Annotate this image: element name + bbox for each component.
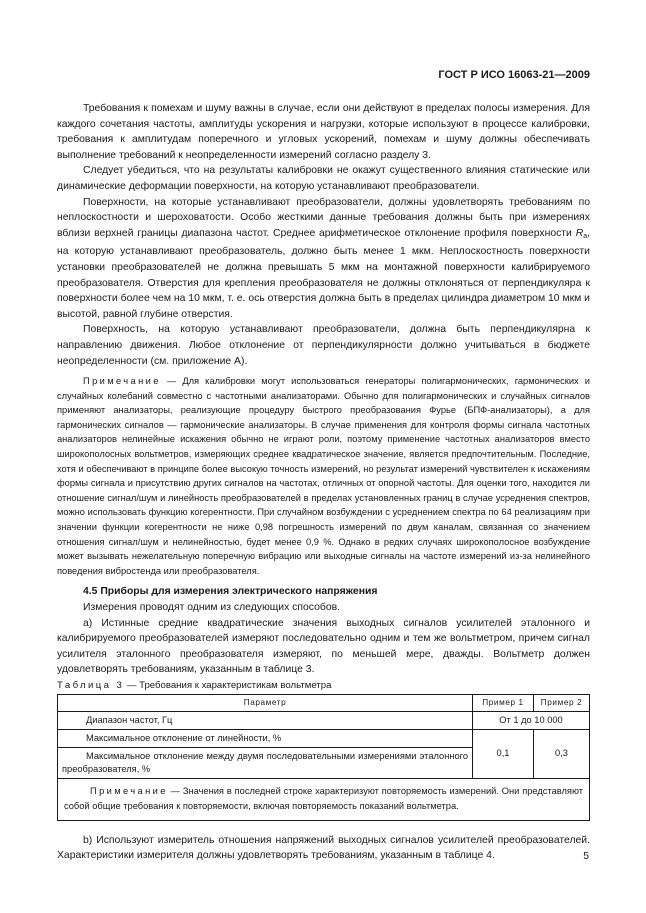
- param-linearity-deviation: Максимальное отклонение от линейности, %: [58, 729, 473, 747]
- param-repeatability-deviation: Максимальное отклонение между двумя последовательными измерениями эталонного преобразователя, %: [58, 747, 473, 778]
- table-caption-text: — Требования к характеристикам вольтметра: [124, 679, 332, 691]
- table-caption-label: Таблица 3: [57, 679, 125, 691]
- value-example-2: 0,3: [534, 729, 590, 778]
- paragraph-method-a: a) Истинные средние квадратические значения выходных сигналов усилителей эталонного и калибрируемого преобразователей измеряют последовательно одним и тем же вольтметром, причем сигнал усилителя эталонного преобразователя измеряют, по меньшей мере, дважды. Вольтметр должен удовлетворять требованиям, указанным в таблице 3.: [57, 617, 590, 676]
- table-note-label: Примечание: [90, 785, 168, 796]
- note-label: Примечание: [83, 376, 161, 387]
- header-parameter: Параметр: [58, 694, 473, 711]
- section-title: 4.5 Приборы для измерения электрического напряжения: [83, 586, 378, 598]
- header-example-2: Пример 2: [534, 694, 590, 711]
- paragraph-surface-text-b: , на которую устанавливают преобразователь, должно быть менее 1 мкм. Неплоскостность поверхности установки преобразователей не должна превышать 5 мкм на монтажной поверхности калибрируемого преобразователя. Отверстия для крепления преобразователя не должны отклоняться от перпендикуляра к поверхности более чем на 10 мкм, т. е. ось отверстия должна быть в пределах цилиндра диаметром 10 мкм и высотой, равной глубине отверстия.: [57, 227, 590, 320]
- table-header-row: [58, 694, 590, 711]
- param-frequency-range: Диапазон частот, Гц: [58, 711, 473, 729]
- roughness-symbol: R: [575, 227, 584, 239]
- page-number: 5: [583, 851, 589, 862]
- table-caption: [57, 678, 590, 694]
- table-row: [58, 729, 590, 747]
- table-note: [58, 778, 590, 820]
- note-calibration-analyzers: [57, 374, 590, 578]
- table-note-row: [58, 778, 590, 820]
- value-example-1: 0,1: [473, 729, 534, 778]
- paragraph-perpendicularity: Поверхность, на которую устанавливают преобразователи, должна быть перпендикулярна к направлению движения. Любое отклонение от перпендикулярности должно учитываться в бюджете неопределенности (см. приложение А).: [57, 324, 590, 367]
- paragraph-methods-intro: Измерения проводят одним из следующих способов.: [83, 602, 341, 613]
- header-example-1: Пример 1: [473, 694, 534, 711]
- note-text: — Для калибровки могут использоваться генераторы полигармонических, гармонических и случайных колебаний совместно с частотными анализаторами. Обычно для полигармонических и случайных сигналов применяют анализаторы, реализующие процедуру быстрого преобразования Фурье (БПФ-анализаторы), а для гармонических сигналов — гармонические анализаторы. В случае применения для контроля формы сигнала частотных анализаторов нелинейные искажения обычно не играют роли, поэтому применение частотных анализаторов вместо широкополосных вольтметров, измеряющих среднее квадратическое значение, является предпочтительным. Последние, хотя и обеспечивают в принципе более высокую точность измерений, но результат измерений чувствителен к искажениям формы сигнала и присутствию других сигналов на частотах, отличных от опорной частоты. Для оценки того, находится ли отношение сигнал/шум и линейность преобразователей в пределах установленных границ в случае усреднения спектров, можно использовать функцию когерентности. При случайном возбуждении с усреднением спектра по 64 реализациям при значении функции когерентности не ниже 0,98 погрешность измерений по двум каналам, связанная со значением отношения сигнал/шум и нелинейностью, будет менее 0,9 %. Однако в редких случаях широкополосное возбуждение может вызывать нежелательную поперечную вибрацию или выходные сигналы на частоте измерений из-за нелинейного поведения вибростенда или преобразователя.: [57, 376, 590, 576]
- table-row: [58, 711, 590, 729]
- standard-header: ГОСТ Р ИСО 16063-21—2009: [438, 69, 590, 81]
- body-text: [57, 101, 590, 864]
- paragraph-noise-requirements: Требования к помехам и шуму важны в случае, если они действуют в пределах полосы измерения. Для каждого сочетания частоты, амплитуды ускорения и нагрузки, которые используют в процессе калибровки, требования к амплитудам поперечного и угловых ускорений, помехам и шуму должны обеспечивать выполнение требований к неопределенности измерений согласно разделу 3.: [57, 103, 590, 161]
- paragraph-surface-requirements: [57, 195, 590, 323]
- paragraph-method-b: b) Используют измеритель отношения напряжений выходных сигналов усилителей преобразователей. Характеристики измерителя должны удовлетворять требованиям, указанным в таблице 4.: [57, 834, 590, 862]
- voltmeter-requirements-table: [57, 694, 590, 821]
- value-frequency-range: От 1 до 10 000: [473, 711, 590, 729]
- roughness-symbol-subscript: a: [583, 232, 588, 240]
- table-note-text: — Значения в последней строке характеризуют повторяемость измерений. Они представляют собой общие требования к повторяемости, включая повторяемость показаний вольтметра.: [64, 785, 583, 811]
- paragraph-deformation: Следует убедиться, что на результаты калибровки не окажут существенного влияния статические или динамические деформации поверхности, на которую устанавливают преобразователи.: [57, 165, 590, 192]
- table-note-paragraph: [64, 784, 583, 814]
- paragraph-surface-text-a: Поверхности, на которые устанавливают преобразователи, должны удовлетворять требованиям по неплоскостности и шероховатости. Особо жесткими данные требования должны быть при измерениях вблизи верхней границы диапазона частот. Среднее арифметическое отклонение профиля поверхности: [57, 196, 590, 239]
